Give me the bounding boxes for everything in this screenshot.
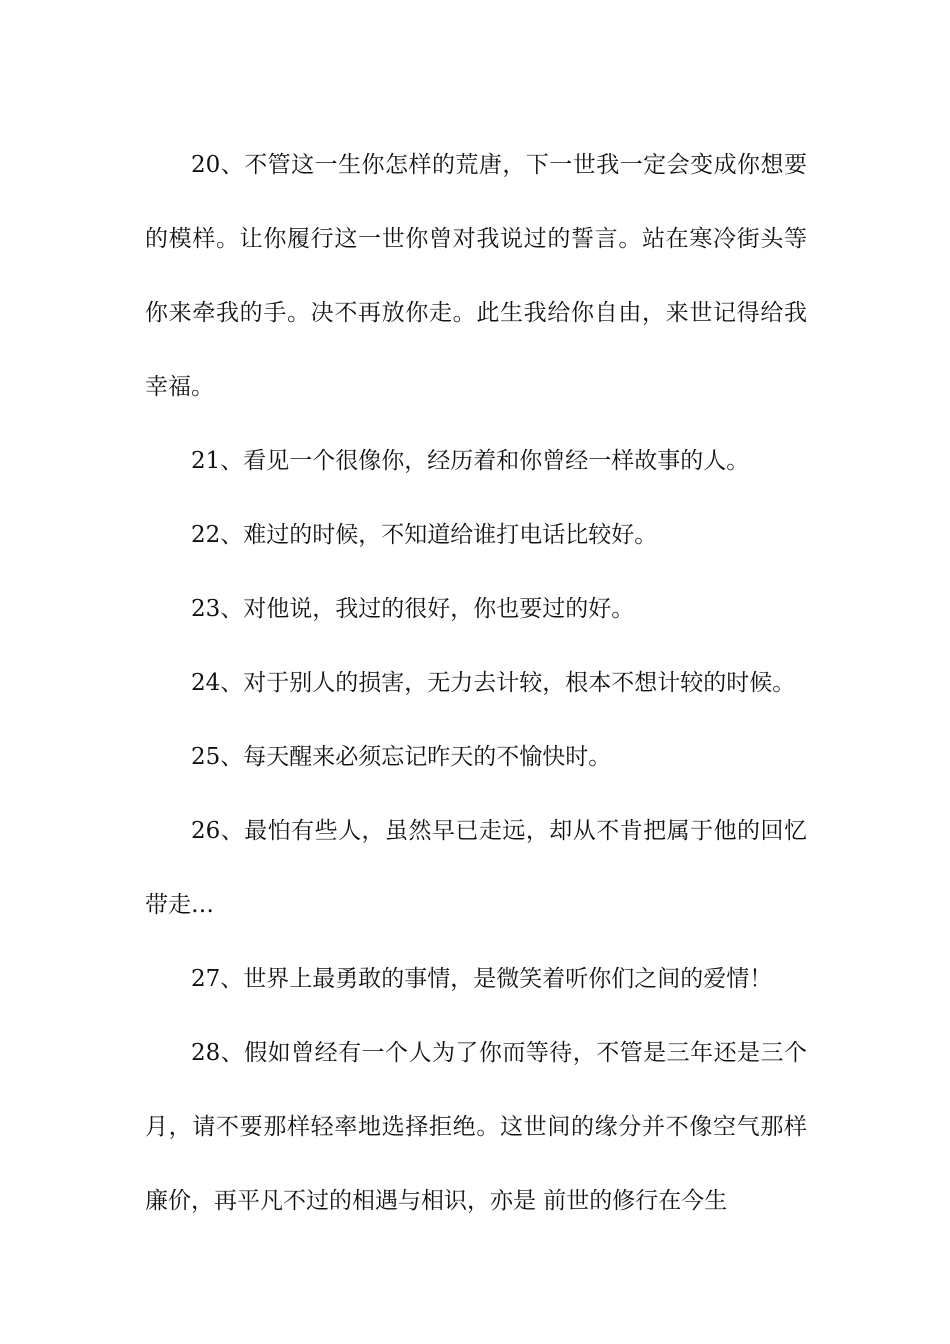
paragraph-20: 20、不管这一生你怎样的荒唐，下一世我一定会变成你想要的模样。让你履行这一世你曾对我说过的誓言。站在寒冷街头等你来牵我的手。决不再放你走。此生我给你自由，来世记得给我幸福。: [145, 152, 807, 400]
paragraph-27: 27、世界上最勇敢的事情，是微笑着听你们之间的爱情！: [191, 966, 773, 992]
paragraph-25: 25、每天醒来必须忘记昨天的不愉快时。: [191, 744, 612, 770]
paragraph-26: 26、最怕有些人，虽然早已走远，却从不肯把属于他的回忆带走…: [145, 818, 807, 918]
paragraph-24: 24、对于别人的损害，无力去计较，根本不想计较的时候。: [191, 670, 796, 696]
paragraph-22: 22、难过的时候，不知道给谁打电话比较好。: [191, 522, 658, 548]
paragraph-28: 28、假如曾经有一个人为了你而等待，不管是三年还是三个月，请不要那样轻率地选择拒绝。这世间的缘分并不像空气那样廉价，再平凡不过的相遇与相识，亦是 前世的修行在今生: [145, 1040, 807, 1214]
paragraph-21: 21、看见一个很像你，经历着和你曾经一样故事的人。: [191, 448, 750, 474]
paragraph-23: 23、对他说，我过的很好，你也要过的好。: [191, 596, 635, 622]
document-body: [145, 128, 807, 1238]
